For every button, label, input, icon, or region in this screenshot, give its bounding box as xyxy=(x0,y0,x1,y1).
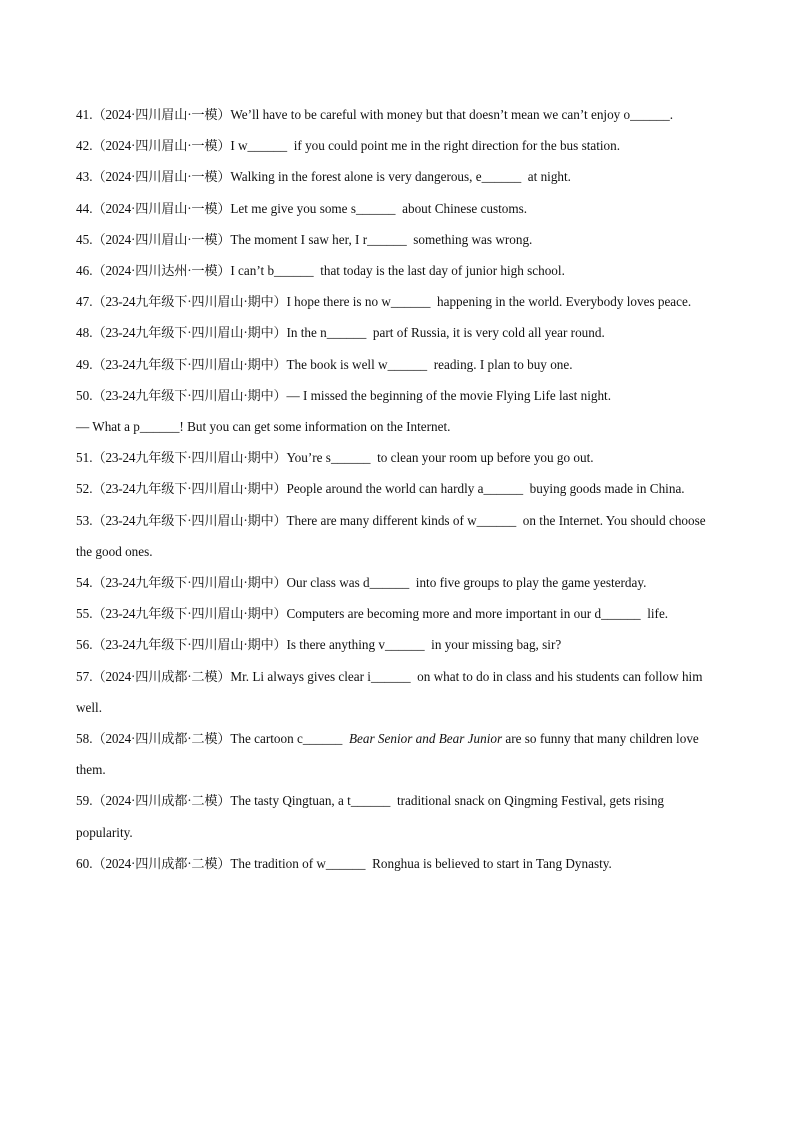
question-57: 57.（2024·四川成都·二模）Mr. Li always gives clear i______ on what to do in class and his students can follow him well. xyxy=(76,668,706,715)
question-58: 58.（2024·四川成都·二模）The cartoon c______ Bear Senior and Bear Junior are so funny that many children love them. xyxy=(76,731,703,778)
question-55: 55.（23-24九年级下·四川眉山·期中）Computers are becoming more and more important in our d______ life. xyxy=(76,606,669,622)
question-50-reply: — What a p______! But you can get some information on the Internet. xyxy=(76,419,451,435)
question-60: 60.（2024·四川成都·二模）The tradition of w______ Ronghua is believed to start in Tang Dynasty. xyxy=(76,855,612,871)
question-47: 47.（23-24九年级下·四川眉山·期中）I hope there is no w______ happening in the world. Everybody loves peace. xyxy=(76,294,692,310)
question-48: 48.（23-24九年级下·四川眉山·期中）In the n______ part of Russia, it is very cold all year round. xyxy=(76,325,605,341)
question-44: 44.（2024·四川眉山·一模）Let me give you some s______ about Chinese customs. xyxy=(76,200,528,216)
question-46: 46.（2024·四川达州·一模）I can’t b______ that today is the last day of junior high school. xyxy=(76,263,565,279)
question-41: 41.（2024·四川眉山·一模）We’ll have to be careful with money but that doesn’t mean we can’t enjoy o______. xyxy=(76,107,674,122)
question-49: 49.（23-24九年级下·四川眉山·期中）The book is well w______ reading. I plan to buy one. xyxy=(76,356,573,372)
question-56: 56.（23-24九年级下·四川眉山·期中）Is there anything v______ in your missing bag, sir? xyxy=(76,637,562,653)
question-54: 54.（23-24九年级下·四川眉山·期中）Our class was d______ into five groups to play the game yesterday. xyxy=(76,575,647,591)
question-59: 59.（2024·四川成都·二模）The tasty Qingtuan, a t______ traditional snack on Qingming Festival, gets rising popularity. xyxy=(76,793,668,840)
question-51: 51.（23-24九年级下·四川眉山·期中）You’re s______ to clean your room up before you go out. xyxy=(76,450,594,466)
question-50: 50.（23-24九年级下·四川眉山·期中）— I missed the beginning of the movie Flying Life last night. xyxy=(76,387,612,403)
question-43: 43.（2024·四川眉山·一模）Walking in the forest alone is very dangerous, e______ at night. xyxy=(76,169,571,185)
question-53: 53.（23-24九年级下·四川眉山·期中）There are many different kinds of w______ on the Internet. You should choose the good ones. xyxy=(76,512,709,559)
question-52: 52.（23-24九年级下·四川眉山·期中）People around the world can hardly a______ buying goods made in China. xyxy=(76,481,685,497)
question-42: 42.（2024·四川眉山·一模）I w______ if you could point me in the right direction for the bus station. xyxy=(76,138,621,154)
cartoon-title: Bear Senior and Bear Junior xyxy=(349,731,503,747)
question-45: 45.（2024·四川眉山·一模）The moment I saw her, I r______ something was wrong. xyxy=(76,231,533,247)
exercise-page xyxy=(76,99,722,879)
